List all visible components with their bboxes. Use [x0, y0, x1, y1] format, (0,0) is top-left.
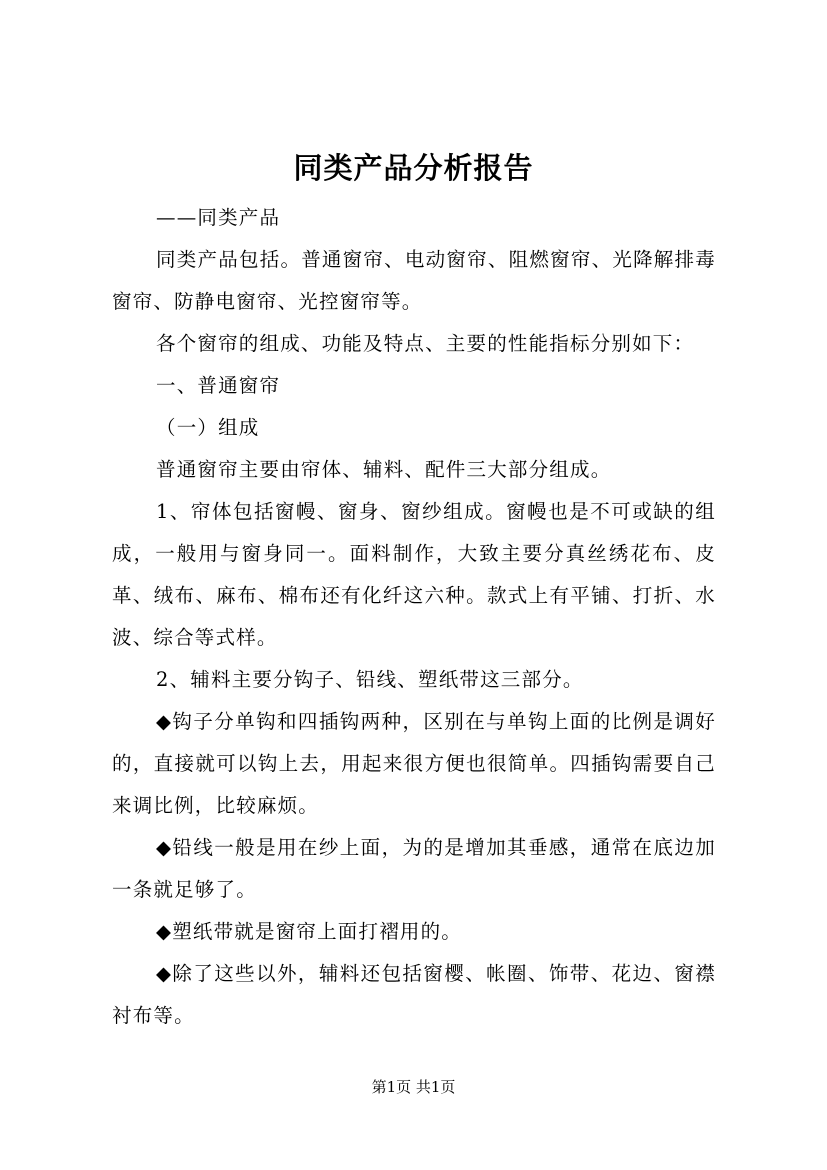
- body-paragraph: 同类产品包括。普通窗帘、电动窗帘、阻燃窗帘、光降解排毒窗帘、防静电窗帘、光控窗帘等。: [112, 248, 716, 313]
- bullet-paragraph: ◆铅线一般是用在纱上面，为的是增加其垂感，通常在底边加一条就足够了。: [112, 836, 716, 901]
- body-paragraph: 各个窗帘的组成、功能及特点、主要的性能指标分别如下：: [156, 332, 695, 355]
- body-paragraph: 普通窗帘主要由帘体、辅料、配件三大部分组成。: [156, 458, 612, 481]
- subsection-heading: （一）组成: [156, 416, 260, 439]
- body-paragraph: 2、辅料主要分钩子、铅线、塑纸带这三部分。: [156, 668, 584, 691]
- bullet-paragraph: ◆钩子分单钩和四插钩两种，区别在与单钩上面的比例是调好的，直接就可以钩上去，用起来很方便也很简单。四插钩需要自己来调比例，比较麻烦。: [112, 710, 716, 817]
- bullet-paragraph: ◆塑纸带就是窗帘上面打褶用的。: [156, 920, 462, 943]
- bullet-paragraph: ◆除了这些以外，辅料还包括窗樱、帐圈、饰带、花边、窗襟衬布等。: [112, 962, 716, 1027]
- document-title: 同类产品分析报告: [293, 151, 534, 185]
- subtitle-paragraph: ——同类产品: [156, 206, 281, 229]
- body-paragraph: 1、帘体包括窗幔、窗身、窗纱组成。窗幔也是不可或缺的组成，一般用与窗身同一。面料制作，大致主要分真丝绣花布、皮革、绒布、麻布、棉布还有化纤这六种。款式上有平铺、打折、水波、综合等式样。: [112, 500, 716, 649]
- section-heading: 一、普通窗帘: [156, 374, 281, 397]
- page-footer: 第1页 共1页: [371, 1078, 456, 1096]
